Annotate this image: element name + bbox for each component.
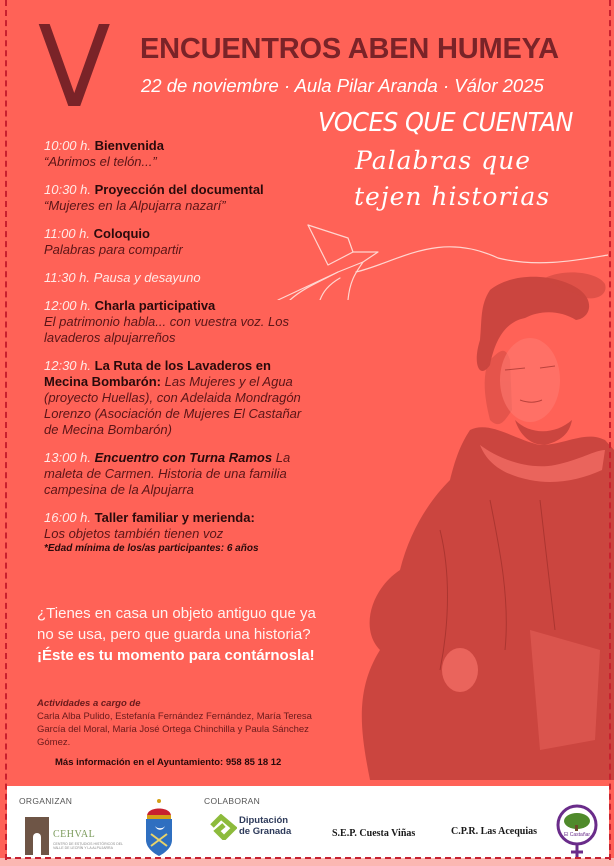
event-description: La maleta de Carmen. Historia de una familia campesina de la Alpujarra [44,450,291,497]
swallow-line-art-icon [268,200,608,300]
event-time: 10:00 h. [44,138,91,153]
credits-names: Carla Alba Pulido, Estefanía Fernández Fernández, María Teresa García del Moral, María José Ortega Chinchilla y Paula Sánchez Gómez. [37,711,312,748]
program-item [44,226,314,258]
cehval-logo [19,811,129,857]
program-item [44,270,314,286]
slogan-line-2: Palabras que [355,146,532,175]
event-title: Bienvenida [94,138,164,153]
diputacion-granada-logo [209,814,309,844]
event-time: 12:30 h. [44,358,91,373]
event-title: Pausa y desayuno [93,270,201,285]
program-item [44,298,314,346]
cta-question: ¿Tienes en casa un objeto antiguo que ya no se usa, pero que guarda una historia? [37,605,316,643]
event-time: 13:00 h. [44,450,91,465]
sep-cuesta-vinas: S.E.P. Cuesta Viñas [332,828,416,839]
event-description: Las Mujeres y el Agua (proyecto Huellas), con Adelaida Mondragón Lorenzo (Asociación de Mujeres El Castañar de Mecina Bombarón) [44,374,302,437]
program-item [44,510,314,556]
cta-highlight: ¡Éste es tu momento para contárnosla! [37,647,315,664]
event-description: El patrimonio habla... con vuestra voz. Los lavaderos alpujarreños [44,314,289,345]
program-item [44,138,314,170]
dashed-border-left [5,0,7,860]
diputacion-chevron-icon [209,814,237,840]
event-subtitle: 22 de noviembre · Aula Pilar Aranda · Válor 2025 [141,75,544,96]
event-time: 11:00 h. [44,226,91,241]
call-to-action [37,603,327,666]
more-info: Más información en el Ayuntamiento: 958 85 18 12 [55,757,282,768]
program-item [44,358,314,438]
el-castanar-association-logo [554,803,600,859]
event-description: Los objetos también tienen voz [44,526,224,541]
credits-lead: Actividades a cargo de [37,698,141,709]
portrait-illustration [340,270,614,780]
event-note: *Edad mínima de los/as participantes: 6 años [44,543,259,554]
event-title: Proyección del documental [94,182,264,197]
event-description: “Abrimos el telón...” [44,154,157,169]
event-time: 10:30 h. [44,182,91,197]
tower-icon [25,817,49,855]
event-title: ENCUENTROS ABEN HUMEYA [140,33,559,65]
collaborators-label: COLABORAN [204,796,261,806]
cpr-las-acequias: C.P.R. Las Acequias [451,826,538,837]
dashed-border-right [609,0,611,860]
credits [37,697,337,749]
edition-numeral: V [37,3,111,133]
diputacion-text [239,816,291,837]
event-description: Palabras para compartir [44,242,183,257]
footer-strip [0,858,614,866]
event-title: Coloquio [93,226,150,241]
slogan-line-1: VOCES QUE CUENTAN [318,108,573,138]
organizers-label: ORGANIZAN [19,796,73,806]
diputacion-line-1: Diputación [239,815,289,826]
cehval-subtitle: CENTRO DE ESTUDIOS HISTÓRICOS DEL VALLE DE LECRÍN Y LA ALPUJARRA [53,842,123,850]
program-item [44,182,314,214]
cehval-name: CEHVAL [53,829,96,840]
event-title: La Ruta de los Lavaderos en Mecina Bombarón: [44,358,271,389]
event-title: Charla participativa [94,298,216,313]
program-item [44,450,314,498]
svg-text:El Castañar: El Castañar [563,832,591,838]
event-time: 16:00 h. [44,510,91,525]
event-time: 12:00 h. [44,298,91,313]
event-description: “Mujeres en la Alpujarra nazarí” [44,198,226,213]
event-title: Taller familiar y merienda: [94,510,255,525]
event-time: 11:30 h. [44,270,91,285]
event-title: Encuentro con Turna Ramos [94,450,273,465]
municipal-coat-of-arms-icon [142,798,176,858]
diputacion-line-2: de Granada [239,825,292,837]
slogan-line-3: tejen historias [354,182,551,211]
sponsors-footer [7,786,609,860]
dashed-border-bottom [5,857,611,859]
program-list [44,138,314,568]
